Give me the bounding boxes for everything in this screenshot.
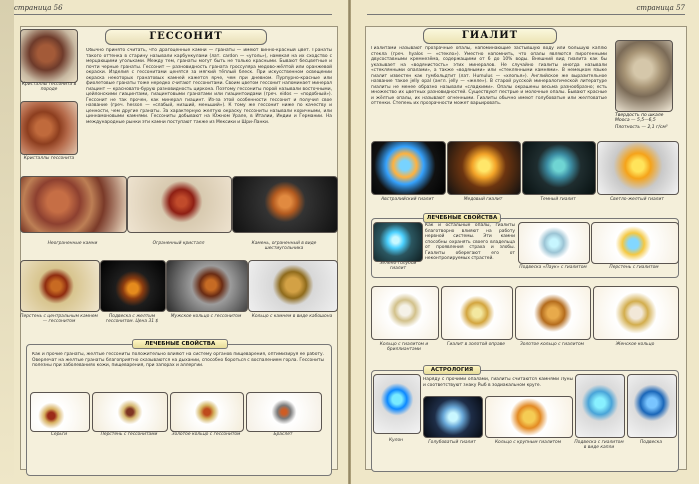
photo-crystals-in-rock: [20, 29, 78, 83]
right-title: ГИАЛИТ: [423, 28, 557, 44]
photo-raw-stones: [20, 176, 127, 233]
caption-ring-large-hyalite: Кольцо с крупным гиалитом: [494, 440, 562, 445]
caption-green-blue-hyalite: Зелено-голубой гиалит: [379, 261, 417, 272]
photo-australian-hyalite: [371, 141, 446, 195]
right-healing-title: ЛЕЧЕБНЫЕ СВОЙСТВА: [423, 213, 501, 223]
caption-ring-with-hyalite: Перстень с гиалитом: [609, 265, 659, 270]
caption-honey-hyalite: Медовый гиалит: [463, 197, 503, 202]
caption-pendant-kulon: Кулон: [388, 438, 404, 443]
photo-spider-pendant: [518, 222, 590, 264]
right-top-rule: [367, 14, 685, 15]
right-body-text: [371, 46, 607, 136]
caption-drop-pendant: Подвеска с гиалитом в виде капли: [574, 440, 624, 451]
photo-ring-with-hyalite: [591, 222, 679, 264]
photo-ring-center-stone: [20, 260, 100, 312]
caption-cabochon-ring: Кольцо с камнем в виде кабошона: [251, 314, 333, 319]
left-healing-text: Как и прочие гранаты, желтые гессониты положительно влияют на систему органов пищеварения, оптимизируя ее работу. Оверлечат на желтые гранаты благоприятно сказываются на дыхании, способно бороться с воспалением горла. Гессониты полезны при заболеваниях кожи, пищеварения, при запорах и аллергии.: [32, 352, 324, 368]
caption-light-yellow-hyalite: Светло-желтый гиалит: [610, 197, 664, 202]
photo-bracelet: [246, 392, 322, 432]
photo-hexagon-stone: [232, 176, 338, 233]
right-healing-text: Как и остальные опалы, гиалиты благотворно влияют на работу нервной системы. Эти камни способны охранять своего владельца от проявления страха и злобы. Гиалиты оберегают его от неконтролируемых страстей.: [425, 223, 515, 261]
caption-ring-center-stone: Перстень с центральным камнем — гессонитом: [20, 314, 98, 325]
photo-pendant-right: [627, 374, 677, 438]
caption-bluish-hyalite: Голубоватый гиалит: [428, 440, 476, 445]
photo-cut-crystal: [127, 176, 232, 233]
caption-mens-ring: Мужское кольцо с гессонитом: [170, 314, 242, 319]
left-title: ГЕССОНИТ: [105, 29, 267, 45]
photo-pendant: [100, 260, 166, 312]
caption-spider-pendant: Подвеска «Паук» с гиалитом: [519, 265, 587, 270]
caption-bracelet: Браслет: [273, 432, 293, 437]
caption-hyalite-gold-setting: Гиалит в золотой оправе: [447, 342, 505, 347]
left-healing-title: ЛЕЧЕБНЫЕ СВОЙСТВА: [132, 339, 228, 349]
caption-dark-hyalite: Темный гиалит: [540, 197, 576, 202]
photo-pendant-kulon: [373, 374, 421, 434]
caption-raw-stones: Неограненные камни: [47, 241, 98, 246]
left-page: [0, 0, 348, 484]
photo-ring-with-hessonites: [92, 392, 168, 432]
left-body-paragraph-3: Гессониты добывают на Южном Урале, в Италии, Индии и Германии. На международные рынки эти камни поступают также из Мексики и Шри-Ланки.: [86, 114, 332, 125]
photo-drop-pendant: [575, 374, 625, 438]
caption-womens-ring: Женское кольцо: [615, 342, 655, 347]
photo-gold-ring-with-hyalite: [515, 286, 591, 340]
left-side-strip: [0, 0, 14, 484]
left-body-text: [86, 48, 332, 170]
photo-cabochon-ring: [248, 260, 338, 312]
astrology-title: АСТРОЛОГИЯ: [423, 365, 481, 375]
caption-ring-with-diamonds: Кольцо с гиалитом и бриллиантами: [379, 342, 429, 353]
caption-hexagon-stone: Камень, ограненный в виде шестиугольника: [251, 241, 317, 252]
density-note: Плотность — 2,1 г/см³: [615, 125, 668, 130]
caption-gold-ring-with-hyalite: Золотое кольцо с гиалитом: [519, 342, 584, 347]
photo-ring-with-diamonds: [371, 286, 439, 340]
right-page: [351, 0, 699, 484]
caption-crystals: Кристаллы гессонита: [23, 156, 75, 161]
photo-mens-ring: [166, 260, 248, 312]
caption-gold-ring: Золотое кольцо с гессонитом: [171, 432, 241, 437]
photo-hyalite-mineral: [615, 40, 673, 112]
photo-green-blue-hyalite: [373, 222, 423, 262]
photo-gold-ring: [170, 392, 244, 432]
photo-hyalite-gold-setting: [441, 286, 513, 340]
photo-crystals: [20, 101, 78, 155]
caption-australian-hyalite: Австралийский гиалит: [381, 197, 434, 202]
hardness-note: Твердость по шкале Мооса — 5,5—6,5: [615, 113, 664, 124]
left-page-number: страница 56: [14, 4, 63, 12]
photo-ring-large-hyalite: [485, 396, 573, 438]
astrology-text: Наряду с прочими опалами, гиалиты считаются камнями Луны и соответствуют знаку Рыб в зодиакальном круге.: [423, 377, 573, 388]
caption-cut-crystal: Ограненный кристалл: [152, 241, 205, 246]
photo-bluish-hyalite: [423, 396, 483, 438]
caption-crystals-in-rock: Кристаллы гессонита в породе: [21, 82, 77, 93]
left-top-rule: [14, 14, 332, 15]
right-body-paragraph-2: Опалы окрашены весьма разнообразно; есть множество их цветных разновидностей. Существуют пестрые и молочные опалы. Бывают красные и жёлтые опалы, их называют огненными. Гиалиты обычно имеют голубоватые или желтоватые оттенки. Степень их прозрачности может варьировать.: [371, 84, 607, 106]
photo-womens-ring: [593, 286, 679, 340]
photo-dark-hyalite: [522, 141, 596, 195]
left-body-paragraph-2: Гессонит не так прочен, как минерал гиацинт. Из-за этой особенности гессонит и получил свое название (греч. hesson — «слабый, низший, меньший»). К тому же гессонит ниже по качеству и ценности, чем другие гранаты. За характерную желтую окраску гессониты называли коричными, или циннамоновыми камнями.: [86, 97, 332, 119]
caption-ring-with-hessonites: Перстень с гессонитами: [100, 432, 158, 437]
right-body-paragraph-1: Гиалитами называют прозрачные опалы, напоминающие застывшую воду или большую каплю стекла (греч. hyalos — «стекло»). Уместно напомнить, что опалы являются пирогенными двусоставными кремнезёма, содержащими от 6 до 10% воды. Внешний вид гиалита как бы указывает на «водянистость» этих минералов. Не случайно гиалиты иногда называли «стеклянными опалами», а также «водяными» или «стеклянными камнями». В немецком языке гиалит известен как гумбольдтит (лат. Humulus — «хлопья»). Английское же выразительное название такое jelly opal (англ. jelly — «желе»). В старой русской минералогической литературе гиалиты не менее образно называли «сладкими».: [371, 46, 607, 90]
photo-light-yellow-hyalite: [597, 141, 679, 195]
caption-pendant-right: Подвеска: [639, 440, 663, 445]
photo-earrings: [30, 392, 90, 432]
photo-honey-hyalite: [447, 141, 521, 195]
caption-earrings: Серьги: [50, 432, 68, 437]
caption-pendant: Подвеска с желтым гессонитом. Цена 31 $: [105, 314, 159, 325]
right-page-number: страница 57: [636, 4, 685, 12]
left-body-paragraph-1: Обычно принято считать, что драгоценные камни — гранаты — имеют винно-красный цвет. Гранаты такого оттенка в старину называли карбункулами (лат. cardon — «уголь»), намекая на их сходство с мерцающими угольками. Между тем, гранаты могут быть не только красными. Бывают бесцветные и почти черные гранаты. Гессонит — разновидность граната гроссуляра медово-жёлтой или оранжевой окраски. Изделия с гессонитами ценятся за мягкий тёплый блеск. При искусственном освещении окраска некоторых гранатовых камней кажется ярче, чем при дневном. Пурпурно-красные или фиолетовые гранаты тоже нередко считают гессонитами. Своим цветом гессонит напоминает минерал гиацинт — красновато-бурую разновидность циркона. Поэтому гессониты порой называли восточными, цейлонскими гиацинтами, гиацинтовыми гранатами или гиацинтоидами (греч. eidos — «подобный»).: [86, 48, 332, 97]
